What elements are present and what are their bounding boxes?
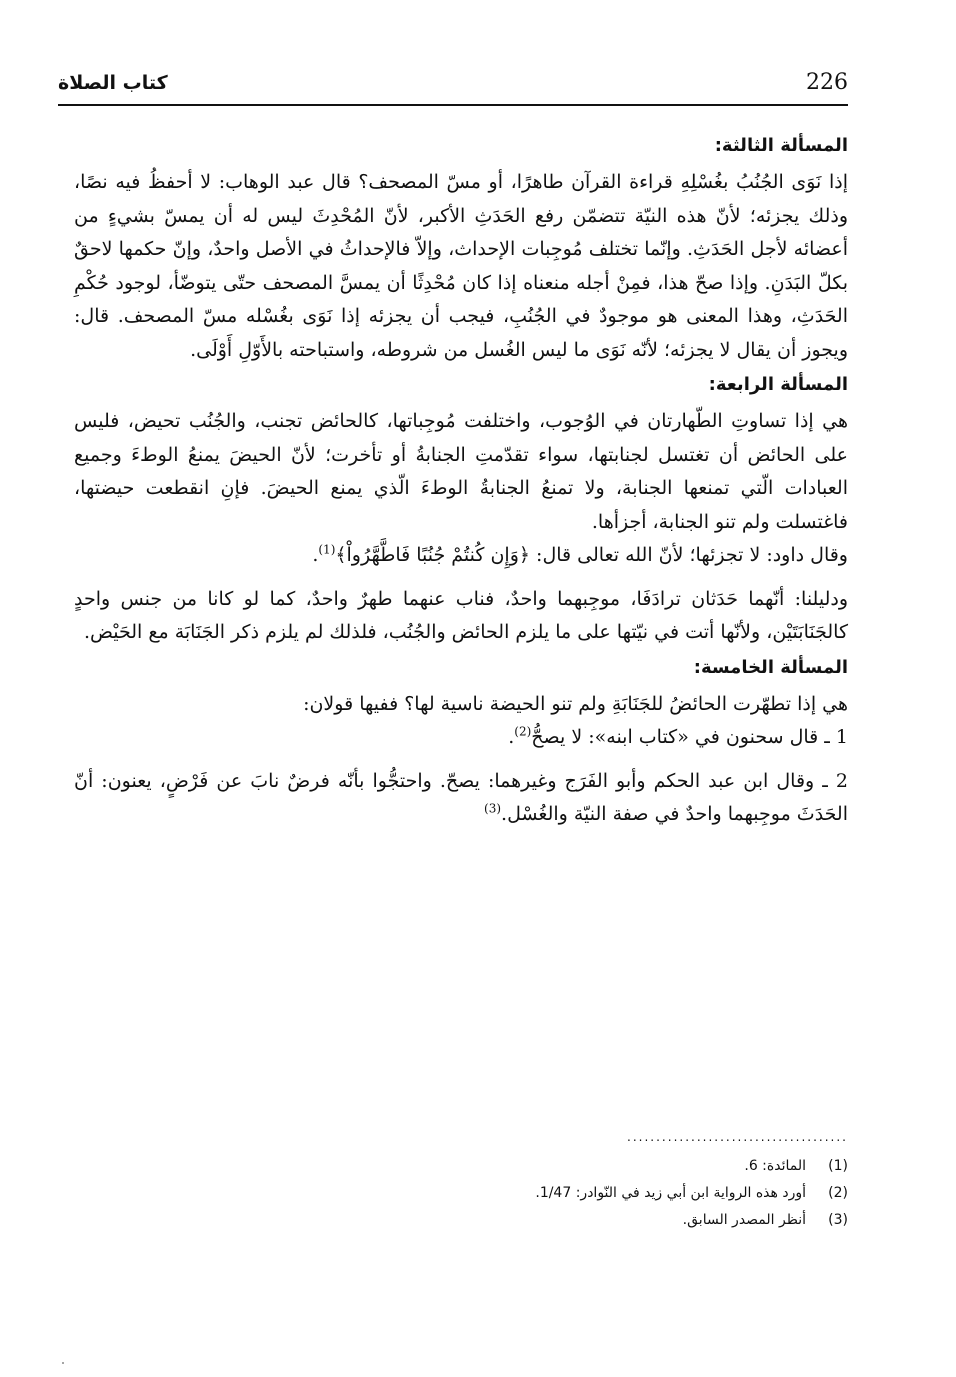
paragraph: هي إذا تساوتِ الطّهارتان في الوُجوب، واختلفت مُوجِباتها، كالحائض تجنب، والجُنُب تحيض، فليس على الحائض أن تغتسل لجنابتها، سواء تقدّمتِ الجنابةُ أو تأخرت؛ لأنّ الحيضَ يمنعُ الوطءَ وجميع العبادات الّتي تمنعها الجنابة، ولا تمنعُ الجنابةُ الوطءَ الّذي يمنع الحيضَ. فإنِ انقطعت حيضتها، فاغتسلت ولم تنو الجنابة، أجزأها. bbox=[74, 410, 848, 533]
footnote-ref: (3) bbox=[484, 801, 502, 816]
footnote-text: أورد هذه الرواية ابن أبي زيد في النّوادر: 1/47. bbox=[535, 1185, 806, 1201]
footnote-number: (2) bbox=[828, 1185, 848, 1201]
paragraph-gap bbox=[74, 755, 848, 765]
paragraph: إذا نَوَى الجُنُبُ بغُسْلِهِ قراءة القرآن طاهرًا، أو مسّ المصحف؟ قال عبد الوهاب: لا أحفظُ فيه نصًا، وذلك يجزئه؛ لأنّ هذه النيّة تتضمّن رفع الحَدَثِ الأكبر، لأنّ المُحْدِثَ ليس له أن يمسّ بشيءٍ من أعضائه لأجل الحَدَثِ. وإنّما تختلف مُوجِبات الإحداث، وإلاّ فالإحداثُ في الأصل واحدٌ، وإنّ حكمها لاحقٌ بكلّ البَدَنِ. وإذا صحّ هذا، فمِنْ أجله منعناه إذا كان مُحْدِثًا أن يمسَّ المصحف حتّى يتوضّأ، لوجود حُكْمِ الحَدَثِ، وهذا المعنى هو موجودٌ في الجُنُبِ، فيجب أن يجزئه إذا نَوَى بغُسْله مسّ المصحف. قال: ويجوز أن يقال لا يجزئه؛ لأنّه نَوَى ما ليس الغُسل من شروطه، واستباحته بالأَوّلِ أَوْلَى. bbox=[74, 171, 848, 361]
footnote-number: (3) bbox=[828, 1212, 848, 1228]
footnotes bbox=[300, 1153, 848, 1234]
running-title: كتاب الصلاة bbox=[58, 72, 168, 94]
sentence-period: . bbox=[508, 726, 515, 748]
numbered-item-2 bbox=[74, 765, 848, 832]
footnote-text: المائدة: 6. bbox=[744, 1158, 806, 1174]
paragraph: هي إذا تطهّرت الحائضُ للجَنَابَةِ ولم تنو الحيضة ناسية لها؟ ففيها قولان: bbox=[303, 692, 848, 715]
header-rule bbox=[58, 104, 848, 106]
section-heading-5: المسألة الخامسة: bbox=[693, 656, 848, 678]
paragraph-with-quran-quote bbox=[74, 539, 848, 573]
item-text: 2 ـ وقال ابن عبد الحكم وأبو الفَرَج وغيرهما: يصحّ. واحتجُّوا بأنّه فرضٌ نابَ عن فَرْضٍ، يعنون: أنّ الحَدَثَ موجِبهما واحدٌ في صفة النيّة والغُسْل. bbox=[74, 769, 848, 825]
paragraph-gap bbox=[74, 573, 848, 583]
footnote-ref: (2) bbox=[514, 724, 532, 739]
page-number: 226 bbox=[806, 70, 848, 95]
section-heading-4: المسألة الرابعة: bbox=[708, 374, 848, 395]
numbered-item-1 bbox=[74, 721, 848, 755]
paragraph-text: وقال داود: لا تجزئها؛ لأنّ الله تعالى قال: ﴿وَإِن كُنتُمْ جُنُبًا فَاطَّهَّرُواْ﴾ bbox=[335, 544, 848, 566]
footnote-number: (1) bbox=[828, 1158, 848, 1174]
paragraph: ودليلنا: أنّهما حَدَثان ترادَفَا، موجِبهما واحدٌ، فناب عنهما طهرٌ واحدٌ، كما لو كانا من جنس واحدٍ كالجَنَابَتَيْن، ولأنّها أتت في نيّتها على ما يلزم الحائض والجُنُب، فلذلك لم يلزم ذكر الجَنَابَة مع الحَيْض. bbox=[74, 587, 848, 643]
footnote-ref: (1) bbox=[318, 542, 336, 557]
footnote-text: أنظر المصدر السابق. bbox=[682, 1212, 806, 1228]
section-heading-3: المسألة الثالثة: bbox=[714, 135, 848, 156]
scan-speck bbox=[62, 1362, 64, 1364]
footnote-1 bbox=[300, 1153, 848, 1180]
sentence-period: . bbox=[312, 544, 319, 566]
footnote-2 bbox=[300, 1180, 848, 1207]
footnote-separator: ...................................... bbox=[627, 1130, 848, 1142]
footnote-3 bbox=[300, 1207, 848, 1234]
page-header bbox=[58, 68, 848, 102]
item-text: 1 ـ قال سحنون في «كتاب ابنه»: لا يصحُّ bbox=[531, 726, 848, 748]
body-text bbox=[74, 128, 848, 832]
